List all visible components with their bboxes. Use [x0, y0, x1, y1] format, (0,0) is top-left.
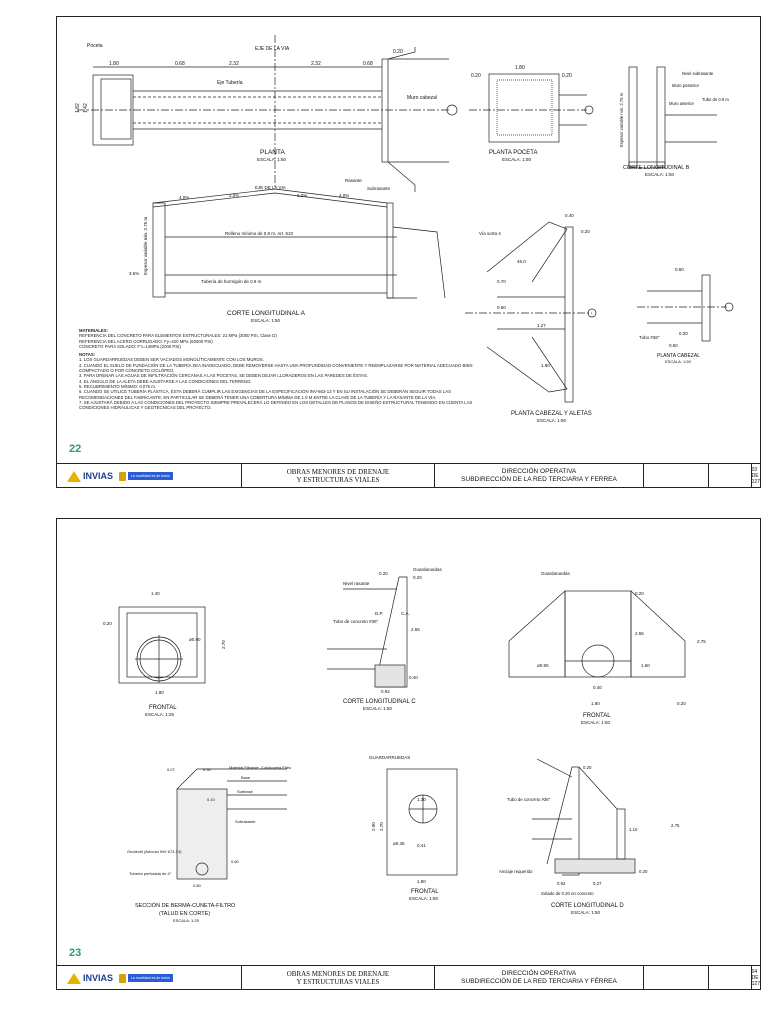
dim-142: 1.42 [83, 103, 89, 113]
c-020a: 0.20 [379, 571, 388, 576]
c-040: 0.40 [565, 213, 574, 218]
a-pct-40: 4.0% [179, 195, 190, 200]
drawing-sheet-2 [56, 518, 761, 990]
f1-scale: ESCALA: 1:25 [145, 712, 175, 717]
a-subrasante: Subrasante [367, 186, 391, 191]
direction-name: DIRECCIÓN OPERATIVA SUBDIRECCIÓN DE LA RED TERCIARIA Y FÉRREA [435, 966, 643, 990]
c-scale: ESCALA: 1:50 [363, 706, 393, 711]
c-450: 45.0 [517, 259, 526, 264]
b-scale: ESCALA: 1:50 [645, 172, 675, 177]
b-muro-anterior: Muro anterior [669, 101, 694, 106]
frontal-aletas-texts [537, 571, 706, 725]
planta-poceta-drawing [469, 74, 593, 142]
invias-triangle-icon [67, 973, 81, 984]
fs-130: 1.30 [417, 797, 426, 802]
project-name: OBRAS MENORES DE DRENAJE Y ESTRUCTURAS VIALES [242, 464, 436, 488]
sheet-info [644, 966, 760, 990]
b-title: CORTE LONGITUDINAL B [623, 165, 690, 171]
fs-045: ø0.45 [393, 841, 405, 846]
c-scale: ESCALA: 1:50 [537, 418, 567, 423]
c-060: 0.60 [497, 305, 506, 310]
fa-title: FRONTAL [583, 713, 611, 719]
b-tubo: Tubo de 0.9 m [702, 97, 729, 102]
s-title: PLANTA CABEZAL [657, 353, 700, 359]
fs-180: 1.80 [417, 879, 426, 884]
d-020b: 0.20 [639, 869, 648, 874]
corte-d-texts [499, 765, 680, 915]
planta-cabezal-texts [479, 213, 592, 423]
page-number: 23 [69, 947, 82, 959]
dim-020: 0.20 [393, 49, 403, 55]
title-block [57, 463, 760, 488]
d-275: 2.75 [671, 823, 680, 828]
d-solado: Solado de 0.20 en concreto [541, 891, 594, 896]
d-title: CORTE LONGITUDINAL D [551, 903, 624, 909]
fa-020: 0.20 [635, 591, 644, 596]
d-scale: ESCALA: 1:50 [571, 910, 601, 915]
sb-geotextil: Geotextil (Artículo INV 673-13) [127, 849, 182, 854]
c-092: 0.92 [381, 689, 390, 694]
fa-040: 0.40 [593, 685, 602, 690]
nota-item: 6. CUANDO SE UTILICE TUBERÍA PLÁSTICA, ÉSTA DEBERÁ CUMPLIR LAS EXIGENCIAS DE LA ESPECIFICACIÓN INV-663-13 Y EN SU INSTALACIÓN SE DEBERÁN SEGUIR TODAS LAS RECOMENDACIONES DEL FABRICANTE; EN PARTICULAR SE DEBERÁ TENER UNA COBERTURA MÍNIMA DE 1.0 M ENTRE LA CLAVE DE LA TUBERÍA Y LA RASANTE DE LA VÍA. [79, 389, 451, 400]
b-muro-posterior: Muro posterior [672, 83, 699, 88]
dim-232b: 2.32 [311, 61, 321, 67]
nota-item: 1. LOS GUARDARRUEDAS DEBEN SER VACIADOS MONOLÍTICAMENTE CON LOS MUROS. [79, 357, 264, 363]
a-pct-20b: 2.0% [297, 193, 308, 198]
s-tubo: Tubo #36" [639, 335, 660, 340]
c-title: PLANTA CABEZAL Y ALETAS [511, 411, 592, 417]
invias-triangle-icon [67, 471, 81, 482]
nota-item: 3. PARA DRENAR LAS AGUAS DE INFILTRACIÓN CERCANAS A LAS POCETAS, SE DEBEN DEJAR LLORADEROS EN LAS PAREDES DE ÉSTAS. [79, 373, 369, 379]
d-020: 0.20 [583, 765, 592, 770]
f1-140: 1.40 [151, 591, 160, 596]
sb-scale: ESCALA: 1:25 [173, 918, 199, 923]
fa-255: 2.55 [635, 631, 644, 636]
material-item: REFERENCIA DEL ACERO CORRUGADO: Fy=420 MPa (60000 PSI) [79, 338, 213, 344]
corte-a-texts [129, 178, 391, 323]
fs-scale: ESCALA: 1:50 [409, 896, 439, 901]
planta-title: PLANTA [260, 149, 285, 156]
sb-talud: (TALUD EN CORTE) [159, 911, 211, 917]
materiales-title: MATERIALES: [79, 328, 109, 333]
frontal-125-texts [103, 591, 226, 717]
sb-subbase: Subbase [237, 789, 253, 794]
b-espesor: Espesor variable min. 2.75 m [619, 92, 624, 147]
dim-232: 2.32 [229, 61, 239, 67]
nota-item: 5. RECUBRIMIENTO MÍNIMO: 0.075 m. [79, 383, 157, 389]
a-scale: ESCALA: 1:50 [251, 318, 281, 323]
s-scale: ESCALA: 1:50 [665, 359, 691, 364]
notes-block [79, 325, 489, 410]
s-060: 0.60 [675, 267, 684, 272]
c-tubo: Tubo de concreto #36" [333, 619, 379, 624]
f1-020: 0.20 [103, 621, 112, 626]
dim-180: 1.80 [109, 61, 119, 67]
planta-texts [75, 43, 437, 162]
s-080: 0.60 [669, 343, 678, 348]
sb-tuberia: Tubería perforada de 4" [129, 871, 172, 876]
corte-d-drawing [532, 759, 635, 875]
c-255: 2.55 [411, 627, 420, 632]
a-relleno: Relleno mínimo de 0.8 m. Art. 610 [225, 231, 294, 236]
poceta-dim-020b: 0.20 [471, 73, 481, 79]
nota-item: 2. CUANDO EL SUELO DE FUNDACIÓN DE LA TUBERÍA SEA INADECUADO, DEBE REMOVERSE HASTA UNA PROFUNDIDAD CONVENIENTE Y REEMPLAZARSE POR MATERIAL ADECUADO BIEN COMPACTADO O POR CONCRETO CICLÓPEO. [79, 362, 473, 374]
dim-182: 1.82 [75, 103, 81, 113]
c-nivel: Nivel rasante [343, 581, 370, 586]
sb-080: 0.80 [193, 883, 201, 888]
f1-title: FRONTAL [149, 705, 177, 711]
a-pct-40b: 4.0% [339, 193, 350, 198]
invias-logo: INVIAS [67, 471, 113, 482]
gov-logo: La movilidad es de todos [119, 974, 173, 983]
poceta-scale: ESCALA: 1:50 [502, 157, 532, 162]
d-tubo: Tubo de concreto #36" [507, 797, 551, 802]
b-nivel-subrasante: Nivel subrasante [682, 71, 714, 76]
a-eje-via: EJE DE LA VIA [255, 185, 286, 190]
label-eje-tuberia: Eje Tubería [217, 80, 243, 86]
gov-logo: La movilidad es de todos [119, 472, 173, 481]
a-pct-36: 3.6% [129, 271, 140, 276]
material-item: CONCRETO PARA SOLADO: F'c=14MPa (2000 PSI) [79, 343, 181, 349]
label-eje-via: EJE DE LA VIA [255, 46, 290, 52]
title-block [57, 965, 760, 990]
sb-030: 0.30 [203, 767, 211, 772]
f1-090: ø0.90 [189, 637, 201, 642]
s-020: 0.20 [679, 331, 688, 336]
c-ca: C.A. [401, 611, 410, 616]
c-020: 0.20 [581, 229, 590, 234]
dim-068: 0.68 [175, 61, 185, 67]
c-020b: 0.20 [413, 575, 422, 580]
fs-270: 2.70 [379, 822, 384, 831]
sb-colchoneta: Colchoneta Filtro [261, 765, 292, 770]
drawing-sheet-1 [56, 16, 761, 488]
direction-name: DIRECCIÓN OPERATIVA SUBDIRECCIÓN DE LA RED TERCIARIA Y FERREA [435, 464, 643, 488]
planta-drawing [77, 35, 449, 192]
frontal-simple-texts [369, 755, 439, 901]
a-espesor: Espesor variable min. 2.75 m [143, 216, 148, 275]
a-title: CORTE LONGITUDINAL A [227, 310, 306, 317]
d-anclaje: Anclaje requerido [499, 869, 533, 874]
nota-item: 4. EL ÁNGULO DE LA ALETA DEBE AJUSTARSE A LAS CONDICIONES DEL TERRENO. [79, 378, 252, 384]
a-pct-20: 2.0% [229, 193, 240, 198]
invias-logo: INVIAS [67, 973, 113, 984]
nota-item: 7. SE AJUSTARÁ DEBIDO A LAS CONDICIONES DEL PROYECTO SIEMPRE PREVALECERÁ LO DEFINIDO EN LOS DETALLES DE PLANOS DE DISEÑO ESTRUCTURAL TENIENDO EN CUENTA LAS CONDICIONES HIDRÁULICAS Y GEOTÉCNICAS DEL PROYECTO. [79, 399, 473, 411]
sb-base: Base [241, 775, 251, 780]
fa-160: 1.60 [641, 663, 650, 668]
a-rasante: Rasante [345, 178, 362, 183]
drawing-sheet-1-svg [57, 17, 760, 487]
fs-title: FRONTAL [411, 889, 439, 895]
frontal-simple-drawing [387, 769, 457, 875]
fs-290: 2.90 [371, 822, 376, 831]
label-muro-cabezal: Muro cabezal [407, 95, 438, 101]
corte-c-drawing [327, 577, 407, 687]
fs-041: 0.41 [417, 843, 426, 848]
dim-068b: 0.68 [363, 61, 373, 67]
d-027: 0.27 [593, 881, 602, 886]
sb-007: 0.07 [167, 767, 175, 772]
f1-270: 2.70 [221, 640, 226, 649]
frontal-aletas-drawing [509, 591, 685, 677]
fa-090: ø0.90 [537, 663, 549, 668]
fs-guardarruedas: GUARDARRUEDAS [369, 755, 411, 760]
d-092: 0.92 [557, 881, 566, 886]
label-poceta: Poceta [87, 43, 103, 49]
c-070: 0.70 [497, 279, 506, 284]
project-name: OBRAS MENORES DE DRENAJE Y ESTRUCTURAS VIALES [242, 966, 436, 990]
sheet-number: 04 DE 127 [751, 969, 760, 987]
corte-c-texts [333, 567, 443, 711]
planta-scale: ESCALA: 1:50 [257, 157, 287, 162]
sheet-info [644, 464, 760, 488]
shield-icon [119, 472, 126, 481]
frontal-125-drawing [119, 607, 205, 683]
sb-title: SECCIÓN DE BERMA-CUNETA-FILTRO [135, 903, 236, 909]
c-guardaruedas: Guardaruedas [413, 567, 442, 572]
poceta-title: PLANTA POCETA [489, 150, 538, 156]
corte-a-drawing [153, 189, 445, 298]
fa-020b: 0.20 [677, 701, 686, 706]
f1-180: 1.80 [155, 690, 164, 695]
logos [57, 464, 242, 488]
fa-guardaruedas: Guardaruedas [541, 571, 570, 576]
corte-b-texts [619, 71, 729, 177]
notas-title: NOTAS: [79, 352, 96, 358]
c-title: CORTE LONGITUDINAL C [343, 699, 416, 705]
c-via: Vía sorta 4 [479, 231, 501, 236]
poceta-dim-020: 0.20 [562, 73, 572, 79]
fa-scale: ESCALA: 1:50 [581, 720, 611, 725]
d-110: 1.10 [629, 827, 638, 832]
planta-poceta-texts [471, 65, 572, 162]
poceta-dim-180: 1.80 [515, 65, 525, 71]
fa-275: 2.75 [697, 639, 706, 644]
sb-material: Material Filtrante [229, 765, 259, 770]
c-127: 1.27 [537, 323, 546, 328]
sb-010: 0.10 [207, 797, 215, 802]
c-180: 1.80 [541, 363, 550, 368]
fa-180: 1.80 [591, 701, 600, 706]
shield-icon [119, 974, 126, 983]
logos [57, 966, 242, 990]
sb-060: 0.60 [231, 859, 239, 864]
c-040: 0.40 [409, 675, 418, 680]
a-tuberia: Tubería de hormigón de 0.9 m [201, 279, 262, 284]
drawing-sheet-2-svg [57, 519, 760, 989]
material-item: REFERENCIA DEL CONCRETO PARA ELEMENTOS ESTRUCTURALES: 21 MPa (3000 PSI, Clase D) [79, 333, 277, 339]
sheet-number: 03 DE 127 [751, 467, 760, 485]
sb-subrasante: Subrasante [235, 819, 256, 824]
planta-cabezal-small-texts [639, 267, 700, 364]
c-dp: D.P. [375, 611, 384, 616]
page-number: 22 [69, 443, 82, 455]
